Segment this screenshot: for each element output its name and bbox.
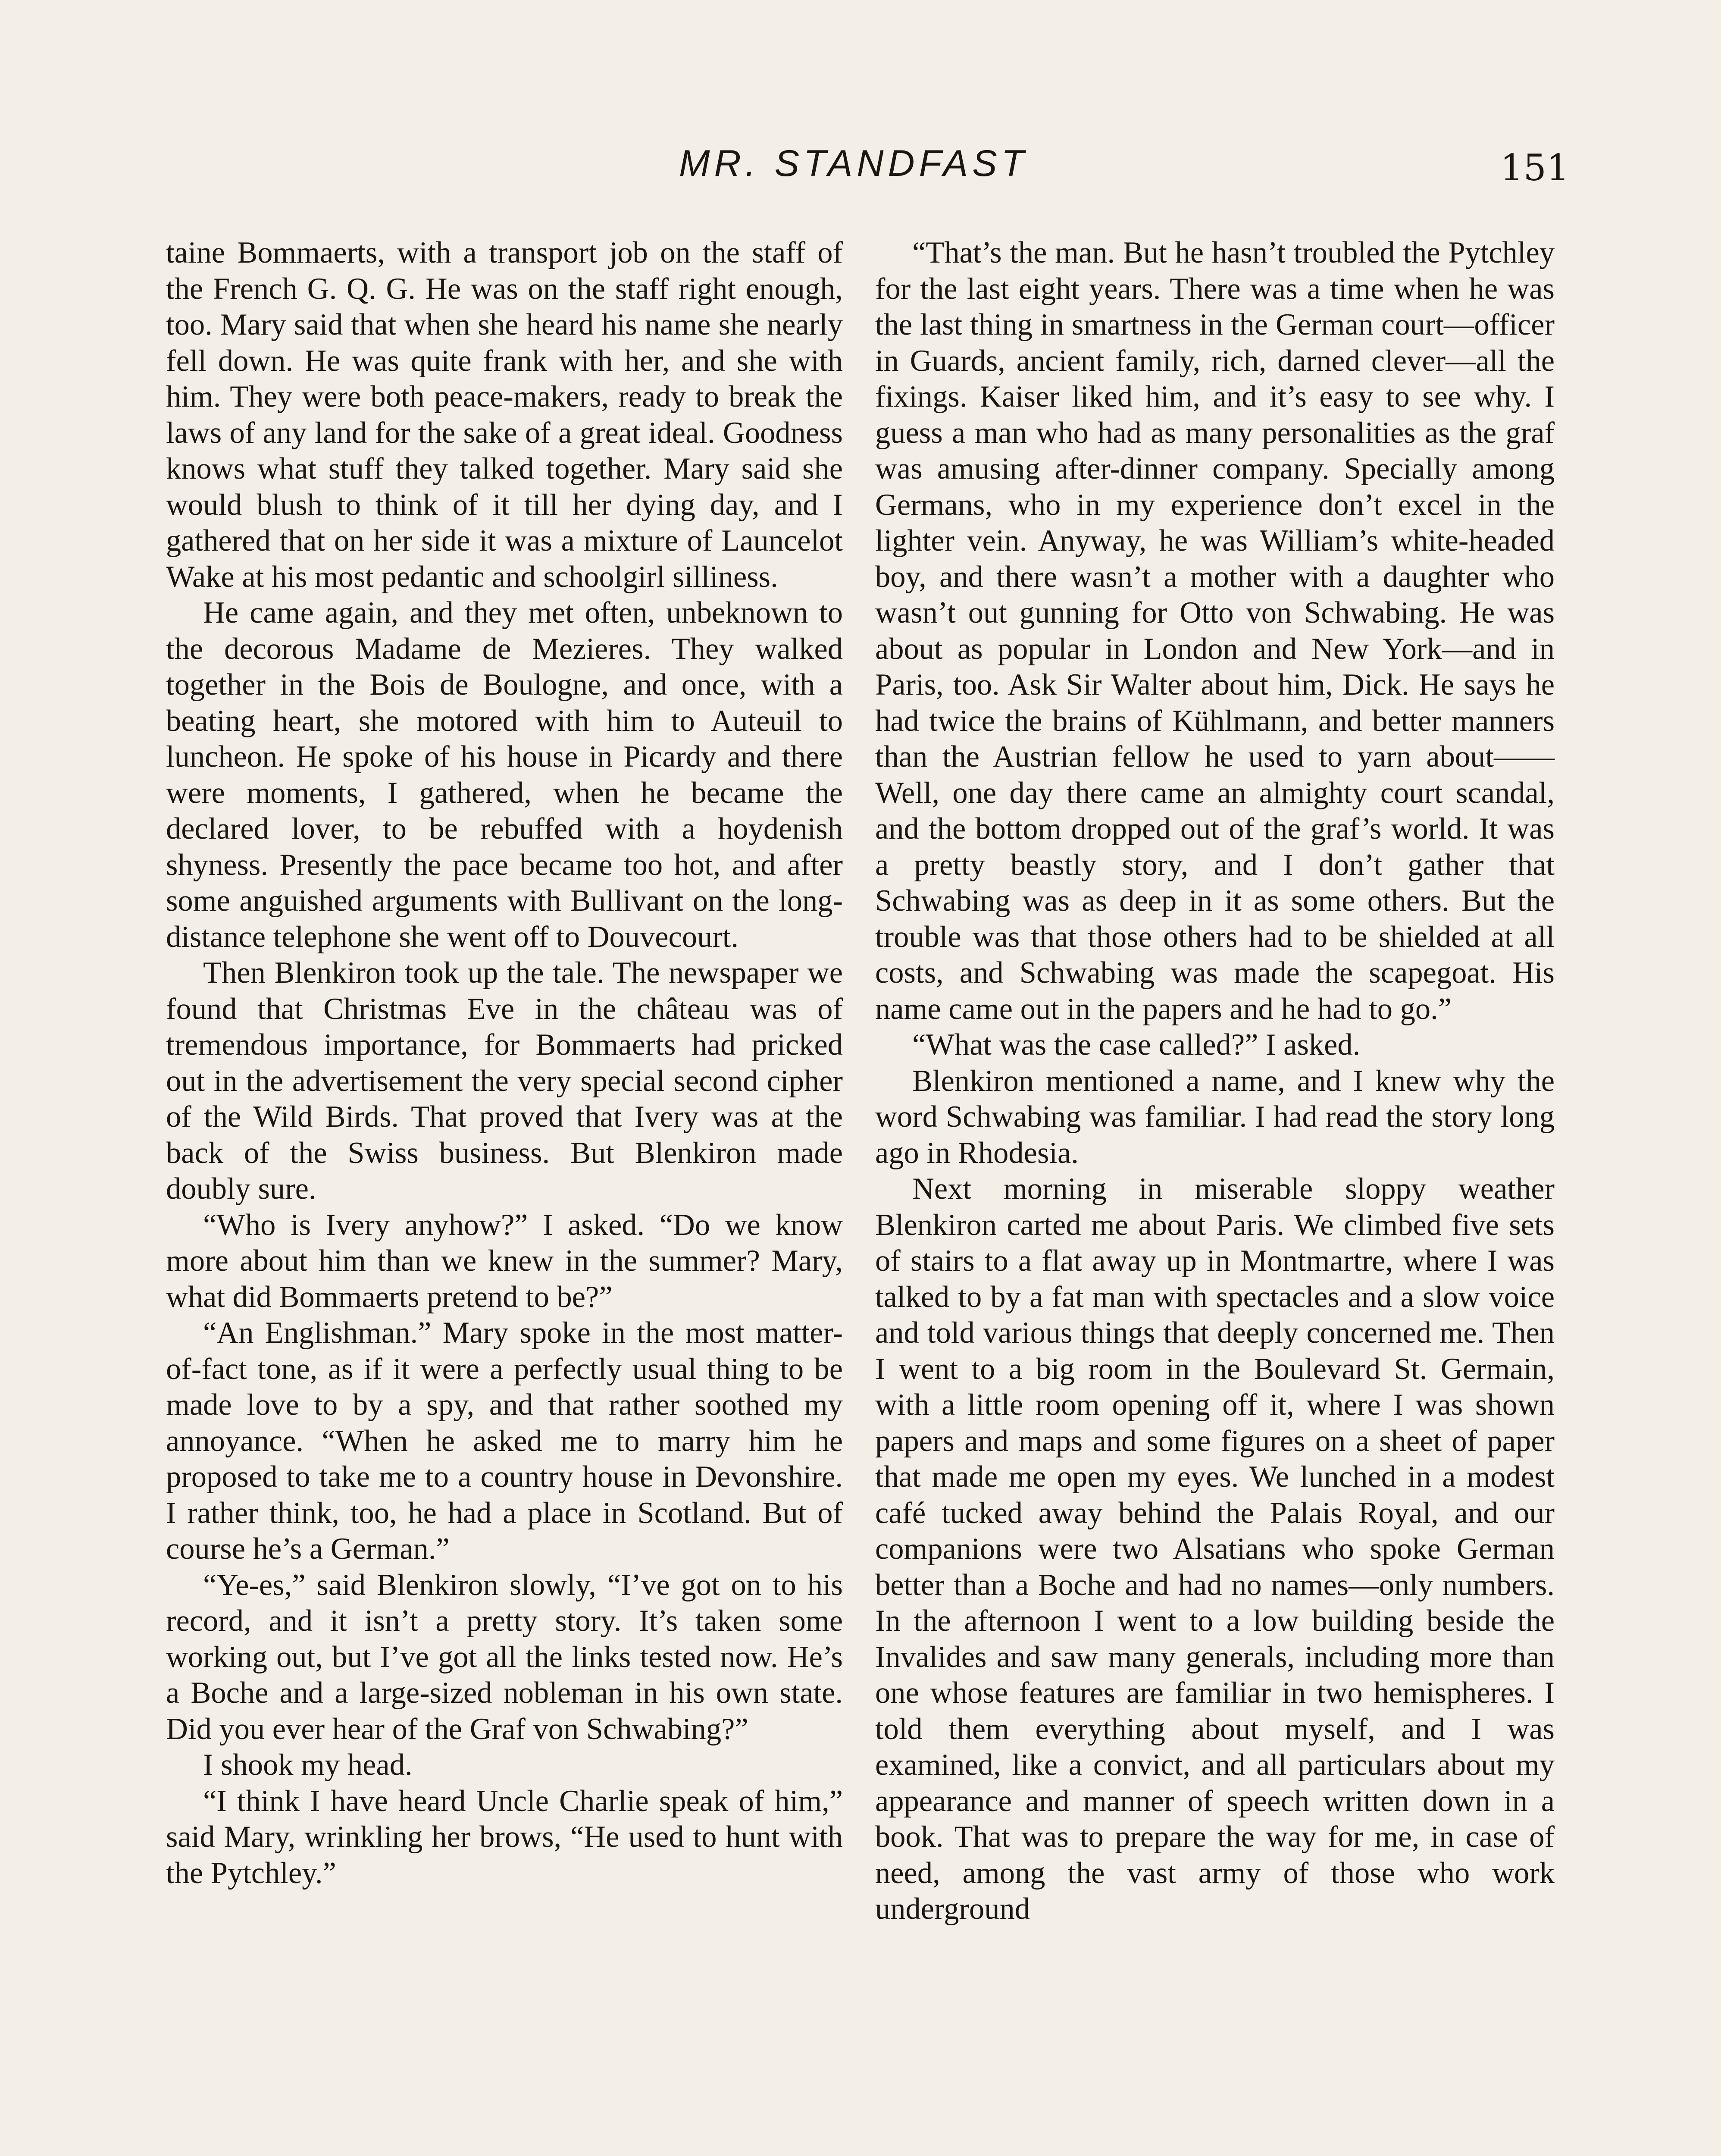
paragraph: taine Bommaerts, with a transport job on the staff of the French G. Q. G. He was on the staff right enough, too. Mary said that when she heard his name she nearly fell down. He was quite frank with her, and she with him. They were both peace-makers, ready to break the laws of any land for the sake of a great ideal. Goodness knows what stuff they talked together. Mary said she would blush to think of it till her dying day, and I gathered that on her side it was a mixture of Launcelot Wake at his most pedantic and schoolgirl silliness.	[166, 236, 843, 594]
left-column	[166, 235, 843, 1891]
page-header	[0, 142, 1721, 194]
paragraph: “An Englishman.” Mary spoke in the most matter-of-fact tone, as if it were a perfectly usual thing to be made love to by a spy, and that rather soothed my annoyance. “When he asked me to marry him he proposed to take me to a country house in Devonshire. I rather think, too, he had a place in Scotland. But of course he’s a German.”	[166, 1316, 843, 1566]
paragraph: “Ye-es,” said Blenkiron slowly, “I’ve got on to his record, and it isn’t a pretty story. It’s taken some working out, but I’ve got all the links tested now. He’s a Boche and a large-sized nobleman in his own state. Did you ever hear of the Graf von Schwabing?”	[166, 1568, 843, 1746]
running-title: MR. STANDFAST	[679, 143, 1029, 184]
paragraph: Next morning in miserable sloppy weather Blenkiron carted me about Paris. We climbed five sets of stairs to a flat away up in Montmartre, where I was talked to by a fat man with spectacles and a slow voice and told various things that deeply concerned me. Then I went to a big room in the Boulevard St. Germain, with a little room opening off it, where I was shown papers and maps and some figures on a sheet of paper that made me open my eyes. We lunched in a modest café tucked away behind the Palais Royal, and our companions were two Alsatians who spoke German better than a Boche and had no names—only numbers. In the afternoon I went to a low building beside the Invalides and saw many generals, including more than one whose features are familiar in two hemispheres. I told them everything about myself, and I was examined, like a convict, and all particulars about my appearance and manner of speech written down in a book. That was to prepare the way for me, in case of need, among the vast army of those who work underground	[875, 1172, 1555, 1926]
page-number: 151	[1500, 147, 1570, 189]
paragraph: “Who is Ivery anyhow?” I asked. “Do we know more about him than we knew in the summer? Mary, what did Bommaerts pretend to be?”	[166, 1208, 843, 1314]
paragraph: I shook my head.	[203, 1748, 413, 1782]
paragraph: Blenkiron mentioned a name, and I knew why the word Schwabing was familiar. I had read the story long ago in Rhodesia.	[875, 1064, 1555, 1170]
paragraph: “That’s the man. But he hasn’t troubled the Pytchley for the last eight years. There was a time when he was the last thing in smartness in the German court—officer in Guards, ancient family, rich, darned clever—all the fixings. Kaiser liked him, and it’s easy to see why. I guess a man who had as many personalities as the graf was amusing after-dinner company. Specially among Germans, who in my experience don’t excel in the lighter vein. Anyway, he was William’s white-headed boy, and there wasn’t a mother with a daughter who wasn’t out gunning for Otto von Schwabing. He was about as popular in London and New York—and in Paris, too. Ask Sir Walter about him, Dick. He says he had twice the brains of Kühlmann, and better manners than the Austrian fellow he used to yarn about—— Well, one day there came an almighty court scandal, and the bottom dropped out of the graf’s world. It was a pretty beastly story, and I don’t gather that Schwabing was as deep in it as some others. But the trouble was that those others had to be shielded at all costs, and Schwabing was made the scapegoat. His name came out in the papers and he had to go.”	[875, 236, 1555, 1026]
paragraph: He came again, and they met often, unbeknown to the decorous Madame de Mezieres. They walked together in the Bois de Boulogne, and once, with a beating heart, she motored with him to Auteuil to luncheon. He spoke of his house in Picardy and there were moments, I gathered, when he became the declared lover, to be rebuffed with a hoydenish shyness. Presently the pace became too hot, and after some anguished arguments with Bullivant on the long-distance telephone she went off to Douvecourt.	[166, 596, 843, 954]
right-column	[875, 235, 1555, 1927]
paragraph: “I think I have heard Uncle Charlie speak of him,” said Mary, wrinkling her brows, “He used to hunt with the Pytchley.”	[166, 1784, 843, 1890]
paragraph: “What was the case called?” I asked.	[912, 1028, 1361, 1062]
paragraph: Then Blenkiron took up the tale. The newspaper we found that Christmas Eve in the château was of tremendous importance, for Bommaerts had pricked out in the advertisement the very special second cipher of the Wild Birds. That proved that Ivery was at the back of the Swiss business. But Blenkiron made doubly sure.	[166, 956, 843, 1206]
